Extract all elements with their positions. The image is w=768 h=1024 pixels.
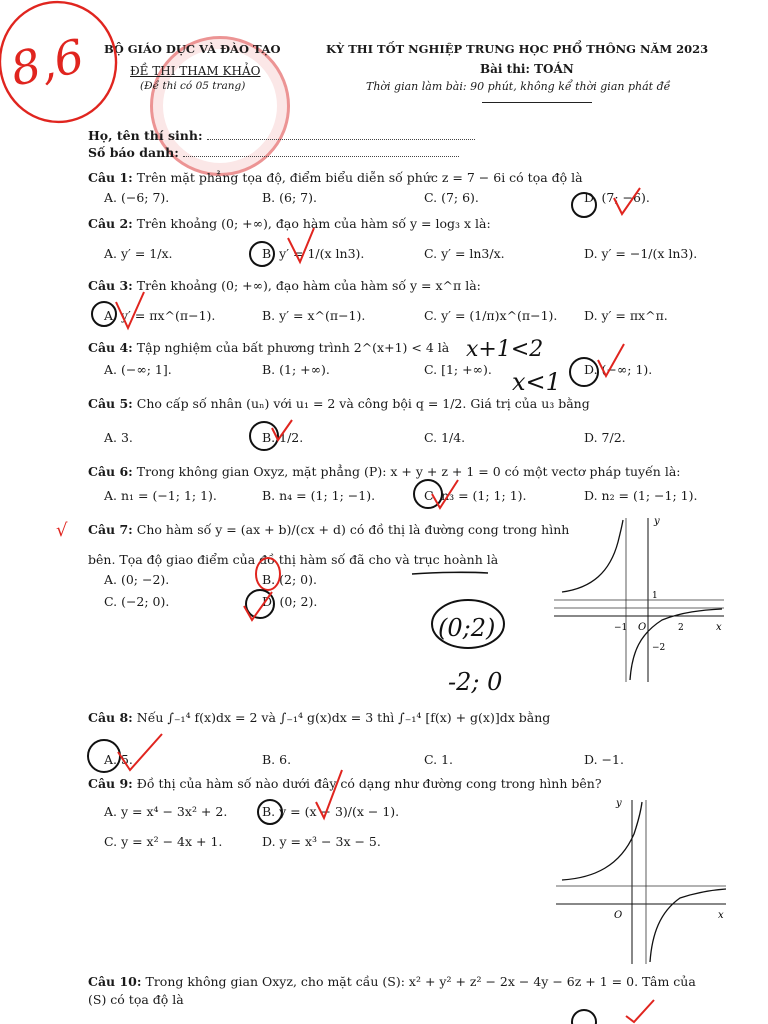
q1-option-b[interactable]: B. (6; 7).: [262, 190, 317, 205]
q7-work-2: -2; 0: [448, 668, 503, 696]
q5-tick: [272, 420, 292, 440]
graph9-y-label: y: [616, 798, 622, 809]
question-3: Câu 3: Trên khoảng (0; +∞), đạo hàm của hàm số y = x^π là:: [88, 278, 481, 293]
q10-tick: [626, 1000, 654, 1022]
graph7-tick-1: 1: [652, 591, 658, 601]
q9-option-a[interactable]: A. y = x⁴ − 3x² + 2.: [104, 804, 228, 819]
graph7-tick-minus-1: −1: [614, 623, 628, 633]
q4-answer-circle: [570, 358, 598, 386]
q2-option-b[interactable]: B. y′ = 1/(x ln3).: [262, 246, 365, 261]
q6-tick: [432, 480, 458, 508]
q2-answer-circle: [250, 242, 274, 266]
question-9: Câu 9: Đồ thị của hàm số nào dưới đây có dạng như đường cong trong hình bên?: [88, 776, 602, 791]
q7-option-a[interactable]: A. (0; −2).: [104, 572, 170, 587]
q2-option-a[interactable]: A. y′ = 1/x.: [104, 246, 173, 261]
graph9-origin-label: O: [614, 910, 623, 921]
q3-option-a[interactable]: A. y′ = πx^(π−1).: [104, 308, 216, 323]
exam-title: KỲ THI TỐT NGHIỆP TRUNG HỌC PHỔ THÔNG NĂM 2023: [326, 42, 709, 56]
pages-note: (Đề thi có 05 trang): [140, 80, 246, 92]
q9-option-d[interactable]: D. y = x³ − 3x − 5.: [262, 834, 381, 849]
q8-tick: [118, 734, 162, 770]
q6-option-d[interactable]: D. n₂ = (1; −1; 1).: [584, 488, 698, 503]
q5-answer-circle: [250, 422, 278, 450]
exam-type: ĐỀ THI THAM KHẢO: [130, 64, 261, 78]
question-10: Câu 10: Trong không gian Oxyz, cho mặt cầu (S): x² + y² + z² − 2x − 4y − 6z + 1 = 0. Tâm của: [88, 974, 696, 989]
q7-option-c[interactable]: C. (−2; 0).: [104, 594, 170, 609]
question-6: Câu 6: Trong không gian Oxyz, mặt phẳng (P): x + y + z + 1 = 0 có một vectơ pháp tuyến là:: [88, 464, 681, 479]
ministry-name: BỘ GIÁO DỤC VÀ ĐÀO TẠO: [104, 42, 281, 56]
q7-margin-mark: √: [56, 520, 68, 541]
question-7: Câu 7: Cho hàm số y = (ax + b)/(cx + d) có đồ thị là đường cong trong hình: [88, 522, 570, 537]
subject: Bài thi: TOÁN: [480, 62, 574, 76]
q2-option-d[interactable]: D. y′ = −1/(x ln3).: [584, 246, 698, 261]
q4-option-c[interactable]: C. [1; +∞).: [424, 362, 492, 377]
q9-answer-circle: [258, 800, 282, 824]
question-5: Câu 5: Cho cấp số nhân (uₙ) với u₁ = 2 và công bội q = 1/2. Giá trị của u₃ bằng: [88, 396, 590, 411]
q9-tick: [316, 770, 342, 818]
q8-option-b[interactable]: B. 6.: [262, 752, 292, 767]
q4-option-a[interactable]: A. (−∞; 1].: [104, 362, 172, 377]
q6-option-b[interactable]: B. n₄ = (1; 1; −1).: [262, 488, 376, 503]
q6-option-a[interactable]: A. n₁ = (−1; 1; 1).: [104, 488, 217, 503]
question-1: Câu 1: Trên mặt phẳng tọa độ, điểm biểu diễn số phức z = 7 − 6i có tọa độ là: [88, 170, 583, 185]
time-note: Thời gian làm bài: 90 phút, không kể thời gian phát đề: [366, 80, 671, 93]
q10-answer-circle: [572, 1010, 596, 1024]
q1-tick: [614, 188, 640, 214]
q5-option-a[interactable]: A. 3.: [104, 430, 133, 445]
q2-tick: [288, 228, 314, 262]
question-7-cont: bên. Tọa độ giao điểm của đồ thị hàm số đã cho và trục hoành là: [88, 552, 499, 567]
q5-option-b[interactable]: B. 1/2.: [262, 430, 304, 445]
q4-work-2: x<1: [512, 368, 561, 396]
graph7-origin-label: O: [638, 622, 647, 633]
q6-option-c[interactable]: C. n₃ = (1; 1; 1).: [424, 488, 527, 503]
question-4: Câu 4: Tập nghiệm của bất phương trình 2^(x+1) < 4 là: [88, 340, 450, 355]
q9-option-b[interactable]: B. y = (x − 3)/(x − 1).: [262, 804, 400, 819]
q8-option-c[interactable]: C. 1.: [424, 752, 453, 767]
graph7-y-label: y: [654, 516, 660, 527]
student-id-label: Số báo danh:: [88, 145, 179, 160]
q8-option-d[interactable]: D. −1.: [584, 752, 624, 767]
q1-option-a[interactable]: A. (−6; 7).: [104, 190, 170, 205]
q1-answer-circle: [572, 193, 596, 217]
graph7-x-label: x: [716, 622, 722, 633]
student-name-label: Họ, tên thí sinh:: [88, 128, 203, 143]
q3-answer-circle: [92, 302, 116, 326]
score-text: 8,6: [5, 28, 89, 97]
q5-option-d[interactable]: D. 7/2.: [584, 430, 626, 445]
q8-answer-circle: [88, 740, 120, 772]
graph7-tick-minus-2: −2: [652, 643, 666, 653]
q3-option-d[interactable]: D. y′ = πx^π.: [584, 308, 668, 323]
q7-circle-b: [256, 558, 280, 590]
q8-option-a[interactable]: A. 5.: [104, 752, 133, 767]
q1-option-d[interactable]: D. (7; −6).: [584, 190, 650, 205]
q3-option-b[interactable]: B. y′ = x^(π−1).: [262, 308, 366, 323]
q4-option-d[interactable]: D. (−∞; 1).: [584, 362, 653, 377]
q4-option-b[interactable]: B. (1; +∞).: [262, 362, 330, 377]
q7-option-b[interactable]: B. (2; 0).: [262, 572, 317, 587]
q3-tick: [116, 292, 144, 328]
question-2: Câu 2: Trên khoảng (0; +∞), đạo hàm của hàm số y = log₃ x là:: [88, 216, 491, 231]
q5-option-c[interactable]: C. 1/4.: [424, 430, 466, 445]
question-8: Câu 8: Nếu ∫₋₁⁴ f(x)dx = 2 và ∫₋₁⁴ g(x)dx = 3 thì ∫₋₁⁴ [f(x) + g(x)]dx bằng: [88, 710, 551, 725]
q3-option-c[interactable]: C. y′ = (1/π)x^(π−1).: [424, 308, 558, 323]
q4-work-1: x+1<2: [466, 337, 544, 362]
q4-tick: [598, 344, 624, 376]
graph7-tick-2: 2: [678, 623, 684, 633]
q7-option-d[interactable]: D. (0; 2).: [262, 594, 318, 609]
question-10-cont: (S) có tọa độ là: [88, 992, 184, 1007]
q9-option-c[interactable]: C. y = x² − 4x + 1.: [104, 834, 223, 849]
q7-work-1: (0;2): [438, 614, 496, 642]
q1-option-c[interactable]: C. (7; 6).: [424, 190, 479, 205]
q2-option-c[interactable]: C. y′ = ln3/x.: [424, 246, 505, 261]
graph9-x-label: x: [718, 910, 724, 921]
q7-underline: [412, 572, 488, 574]
